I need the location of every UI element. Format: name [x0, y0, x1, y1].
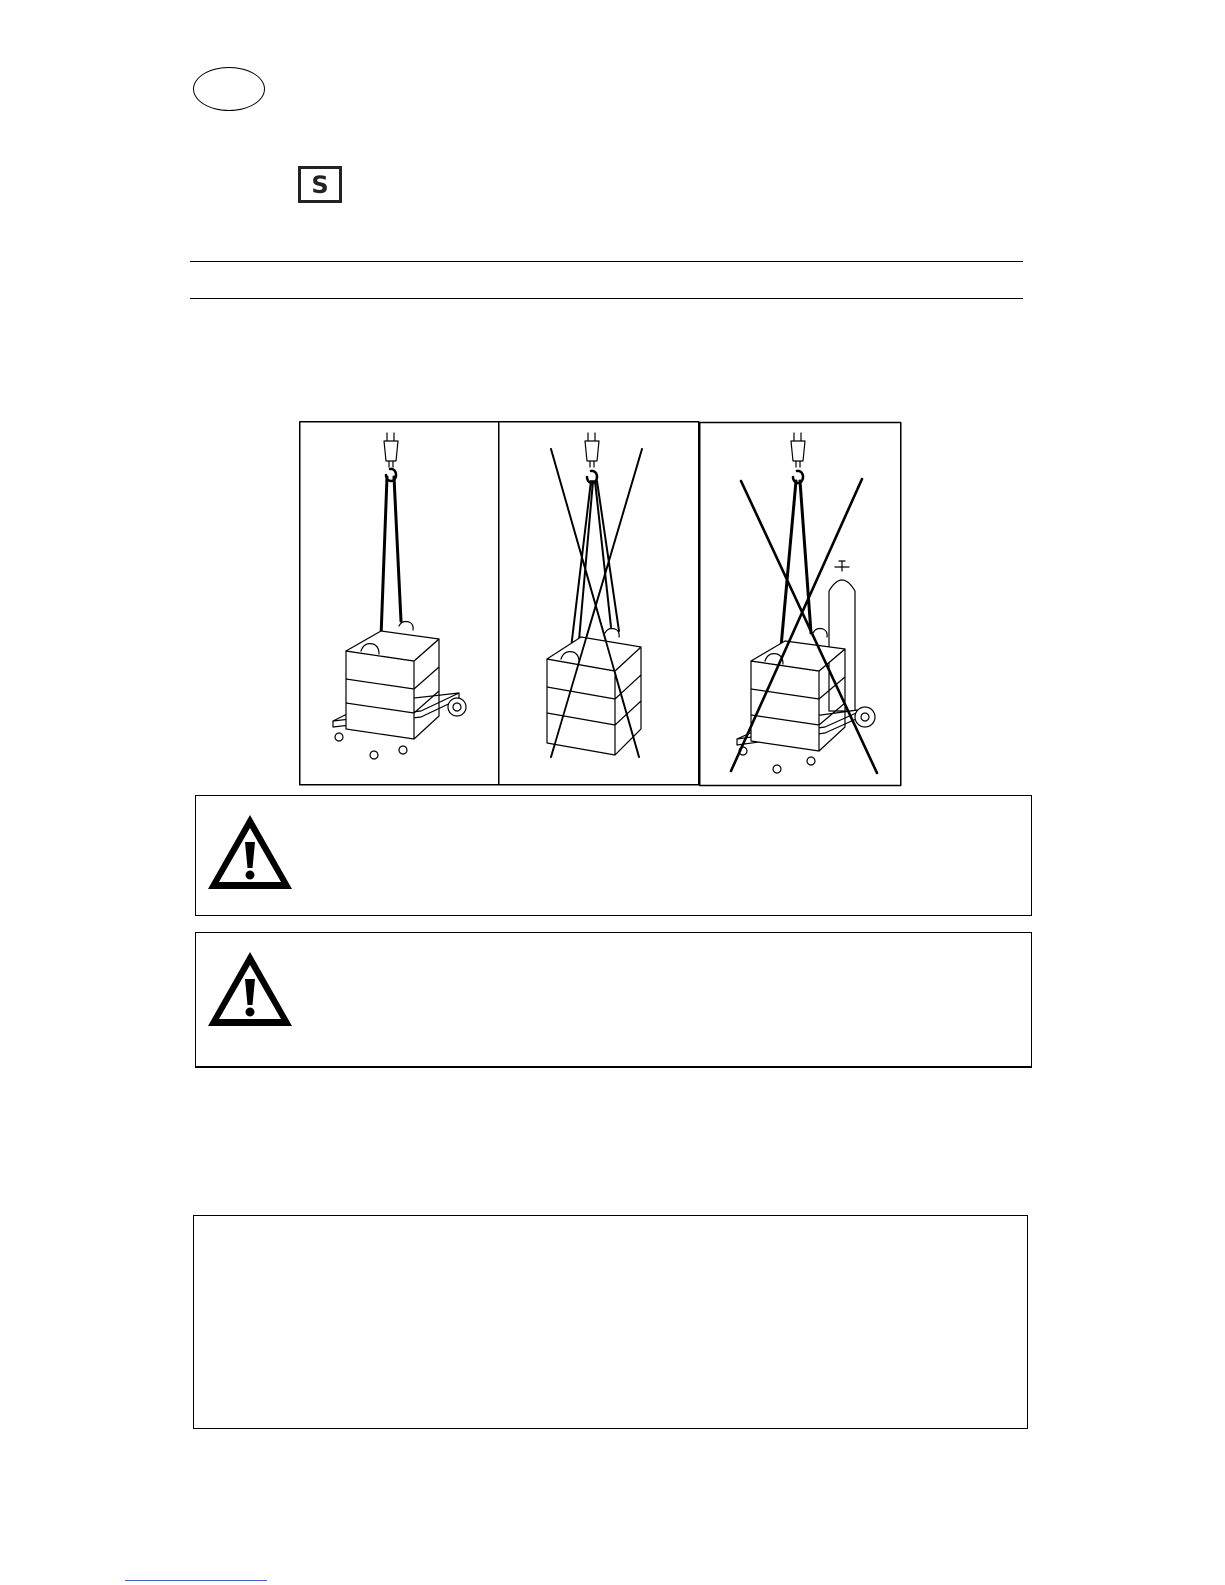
- section-icon-letter: S: [311, 170, 329, 199]
- header-divider-bottom: [190, 298, 1023, 299]
- warning-box-2: [195, 932, 1032, 1068]
- warning-triangle-icon: [204, 811, 296, 893]
- lifting-figure: [299, 421, 902, 787]
- crane-hook-lift-with-gas-cylinder-crossed-icon: [731, 433, 877, 773]
- crane-hook-lift-crossed-icon: [547, 433, 642, 757]
- note-box: [193, 1215, 1028, 1429]
- warning-box-1: [195, 795, 1032, 916]
- language-badge: [193, 67, 265, 111]
- section-s-icon: [298, 166, 342, 203]
- crane-hook-lift-correct-icon: [333, 433, 466, 759]
- header-divider-top: [190, 261, 1023, 262]
- warning-triangle-icon: [204, 948, 296, 1030]
- footer-link-underline[interactable]: [125, 1580, 267, 1581]
